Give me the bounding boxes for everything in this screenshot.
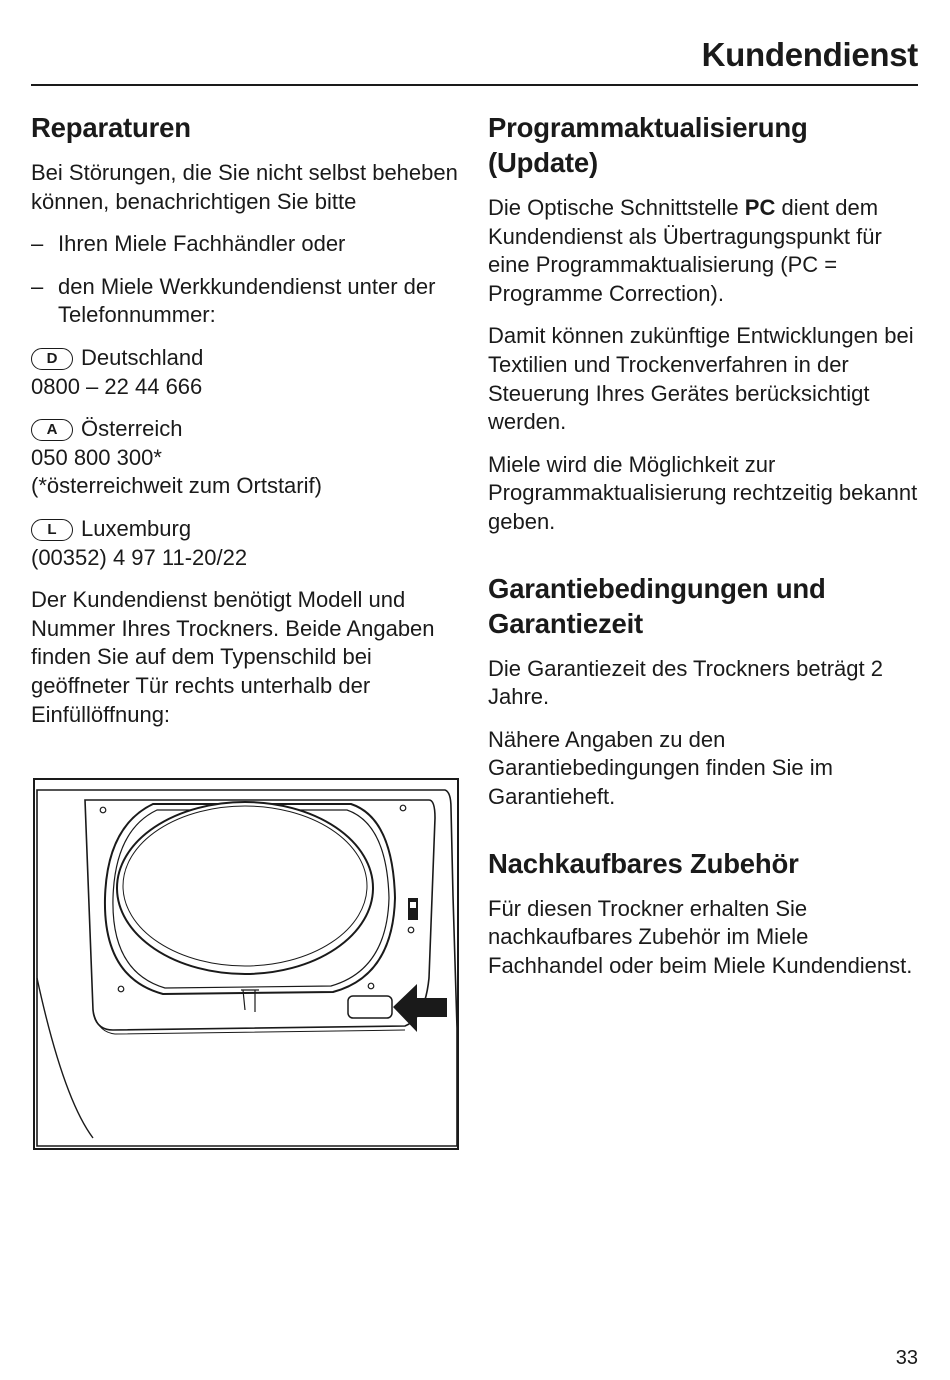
phone-note: (*österreichweit zum Ortstarif) — [31, 473, 322, 499]
accessories-paragraph: Für diesen Trockner erhalten Sie nachkaufbares Zubehör im Miele Fachhandel oder beim Miele Kundendienst. — [488, 895, 913, 978]
section-heading-repairs: Reparaturen — [31, 112, 191, 143]
phone-number: 0800 – 22 44 666 — [31, 373, 203, 399]
update-paragraph: Damit können zukünftige Entwicklungen bei Textilien und Trockenverfahren in der Steuerung Ihres Gerätes berücksichtigt werden. — [488, 323, 914, 435]
dryer-door-typeplate-illustration-icon — [33, 778, 459, 1150]
repairs-outro: Der Kundendienst benötigt Modell und Nummer Ihres Trockners. Beide Angaben finden Sie auf dem Typenschild bei geöffneter Tür rechts unterhalb der Einfüllöffnung: — [31, 587, 435, 727]
country-contact-at — [31, 415, 461, 501]
contact-list — [31, 230, 461, 330]
page-title: Kundendienst — [701, 36, 918, 73]
country-name: Österreich — [81, 416, 183, 442]
country-name: Deutschland — [81, 344, 204, 370]
list-item: – den Miele Werkkundendienst unter der Telefonnummer: — [31, 273, 461, 330]
section-heading-accessories: Nachkaufbares Zubehör — [488, 847, 799, 879]
right-column — [488, 110, 920, 994]
section-heading-update: Programmaktualisierung (Update) — [488, 112, 808, 178]
update-paragraph — [488, 194, 920, 308]
left-column — [31, 110, 461, 743]
country-contact-de — [31, 344, 461, 401]
country-contact-lu — [31, 515, 461, 572]
section-heading-warranty: Garantiebedingungen und Garantiezeit — [488, 572, 826, 639]
repairs-intro: Bei Störungen, die Sie nicht selbst beheben können, benachrichtigen Sie bitte — [31, 160, 458, 214]
list-item: – Ihren Miele Fachhändler oder — [31, 230, 461, 259]
text-run: dient dem Kundendienst als Übertragungspunkt für eine Programmaktualisierung (PC = Programme Correction). — [488, 195, 882, 306]
country-badge-icon: L — [31, 519, 73, 541]
country-badge-icon: D — [31, 348, 73, 370]
page-number: 33 — [895, 1347, 918, 1369]
phone-number: 050 800 300* — [31, 444, 162, 470]
update-paragraph: Miele wird die Möglichkeit zur Programmaktualisierung rechtzeitig bekannt geben. — [488, 451, 918, 534]
page-header — [31, 30, 918, 86]
text-run: Die Optische Schnittstelle — [488, 195, 745, 220]
pc-label: PC — [744, 195, 776, 220]
phone-number: (00352) 4 97 11-20/22 — [31, 544, 248, 570]
country-name: Luxemburg — [81, 515, 192, 541]
country-badge-icon: A — [31, 419, 73, 441]
warranty-paragraph: Die Garantiezeit des Trockners beträgt 2 Jahre. — [488, 655, 883, 710]
dryer-door-figure — [33, 778, 459, 1150]
warranty-paragraph: Nähere Angaben zu den Garantiebedingungen finden Sie im Garantieheft. — [488, 726, 833, 809]
